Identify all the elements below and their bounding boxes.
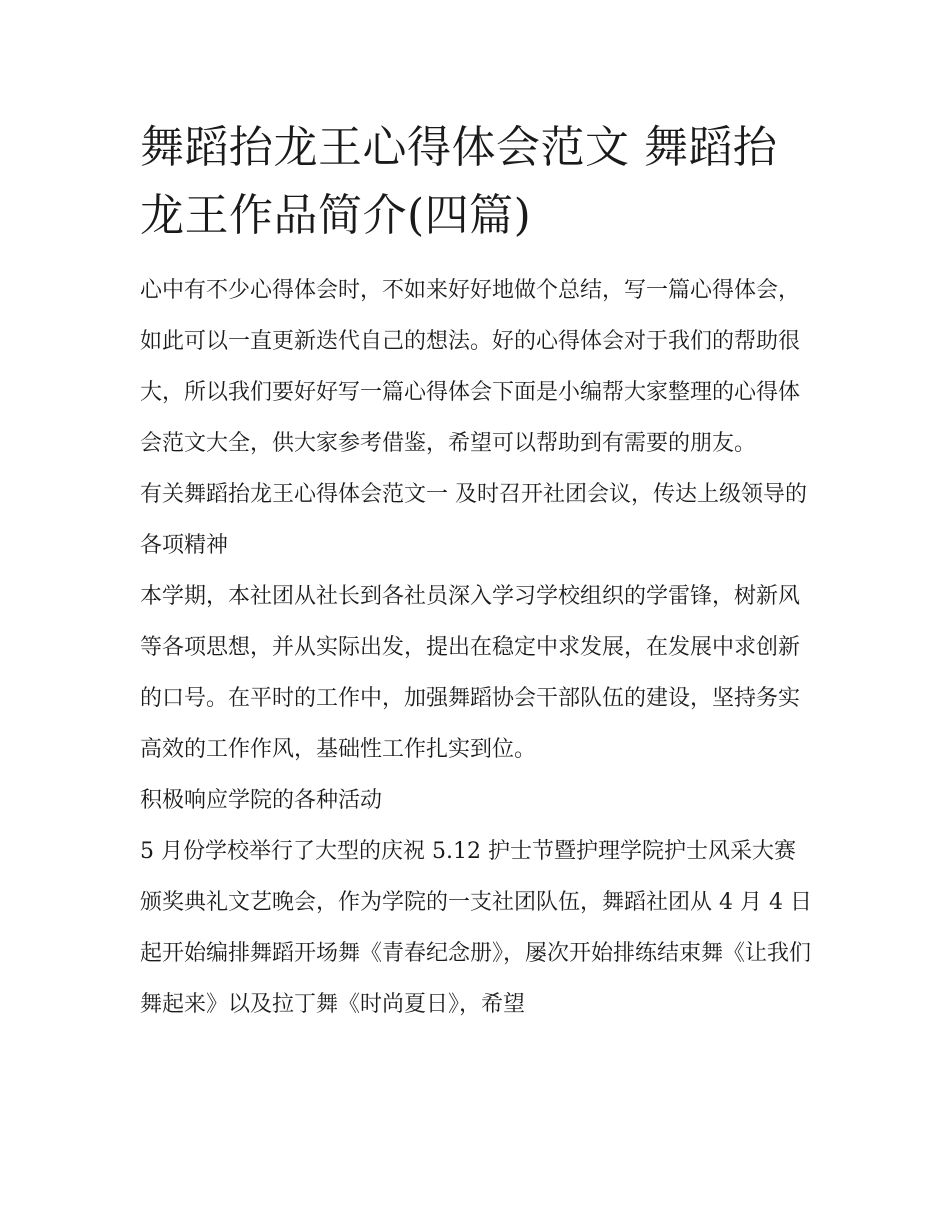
paragraph-section-heading: 有关舞蹈抬龙王心得体会范文一 及时召开社团会议，传达上级领导的各项精神 xyxy=(140,482,807,558)
paragraph-intro: 心中有不少心得体会时，不如来好好地做个总结，写一篇心得体会，如此可以一直更新迭代自己的想法。好的心得体会对于我们的帮助很大，所以我们要好好写一篇心得体会下面是小编帮大家整理的心得体会范文大全，供大家参考借鉴，希望可以帮助到有需要的朋友。 xyxy=(140,278,801,456)
document-body xyxy=(140,265,815,1030)
paragraph-semester-work: 本学期，本社团从社长到各社员深入学习学校组织的学雷锋，树新风等各项思想，并从实际出发，提出在稳定中求发展，在发展中求创新的口号。在平时的工作中，加强舞蹈协会干部队伍的建设，坚持务实高效的工作作风，基础性工作扎实到位。 xyxy=(140,584,801,762)
paragraph-activities-heading: 积极响应学院的各种活动 xyxy=(140,788,383,813)
document-title: 舞蹈抬龙王心得体会范文 舞蹈抬龙王作品简介(四篇) xyxy=(140,122,778,241)
document-content xyxy=(140,114,815,1030)
paragraph-may-event: 5 月份学校举行了大型的庆祝 5.12 护士节暨护理学院护士风采大赛颁奖典礼文艺晚会，作为学院的一支社团队伍，舞蹈社团从 4 月 4 日起开始编排舞蹈开场舞《青春纪念册》，屡次开始排练结束舞《让我们舞起来》以及拉丁舞《时尚夏日》，希望 xyxy=(140,839,812,1017)
